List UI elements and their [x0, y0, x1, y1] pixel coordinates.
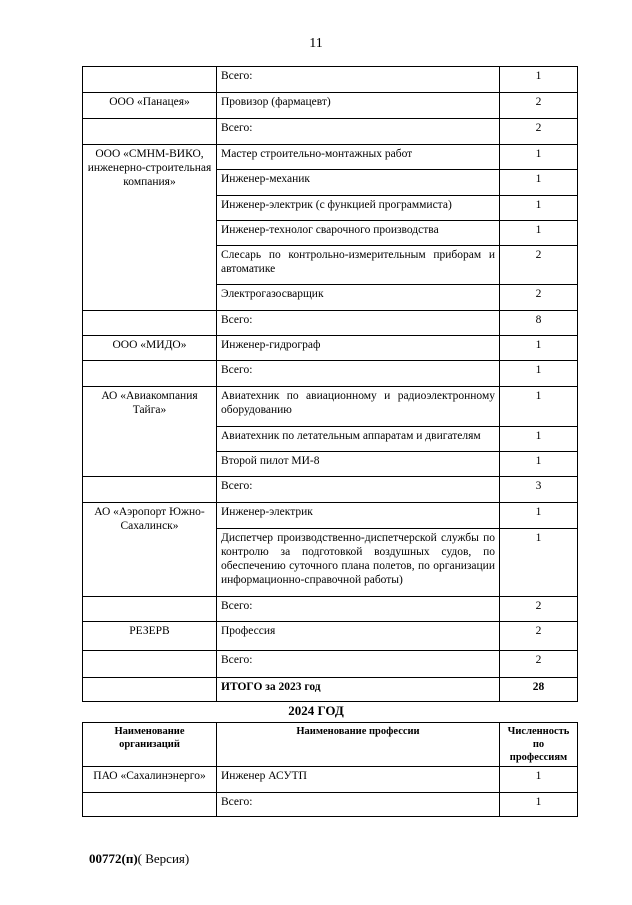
table-row — [83, 93, 578, 119]
count-cell: 2 — [500, 285, 578, 311]
org-cell: АО «Авиакомпания Тайга» — [83, 387, 217, 477]
table-row — [83, 503, 578, 529]
count-cell: 1 — [500, 793, 578, 817]
profession-cell: Авиатехник по летательным аппаратам и двигателям — [217, 427, 500, 452]
profession-cell: Инженер-гидрограф — [217, 336, 500, 361]
table-row — [83, 145, 578, 170]
document-code — [89, 851, 189, 867]
header-count: Численность по профессиям — [500, 723, 578, 767]
org-cell — [83, 793, 217, 817]
count-cell: 2 — [500, 651, 578, 678]
profession-cell: Всего: — [217, 311, 500, 336]
page-number: 11 — [309, 36, 323, 51]
profession-cell: Мастер строительно-монтажных работ — [217, 145, 500, 170]
profession-cell: Второй пилот МИ-8 — [217, 452, 500, 477]
count-cell: 1 — [500, 196, 578, 221]
profession-cell: Всего: — [217, 361, 500, 387]
count-cell: 2 — [500, 119, 578, 145]
count-cell: 1 — [500, 427, 578, 452]
count-cell: 1 — [500, 529, 578, 597]
profession-cell: Инженер-электрик — [217, 503, 500, 529]
profession-cell: Профессия — [217, 622, 500, 651]
total-empty-cell — [83, 678, 217, 702]
document-version: ( Версия) — [137, 851, 190, 866]
header-profession: Наименование профессии — [217, 723, 500, 767]
count-cell: 1 — [500, 503, 578, 529]
org-cell — [83, 597, 217, 622]
table-row — [83, 597, 578, 622]
org-cell — [83, 311, 217, 336]
org-cell: АО «Аэропорт Южно-Сахалинск» — [83, 503, 217, 597]
total-row — [83, 678, 578, 702]
profession-cell: Инженер АСУТП — [217, 767, 500, 793]
table-header-row — [83, 723, 578, 767]
profession-cell: Инженер-технолог сварочного производства — [217, 221, 500, 246]
org-cell — [83, 651, 217, 678]
table-row — [83, 361, 578, 387]
count-cell: 1 — [500, 452, 578, 477]
count-cell: 1 — [500, 145, 578, 170]
org-cell — [83, 119, 217, 145]
count-cell: 2 — [500, 93, 578, 119]
profession-cell: Инженер-механик — [217, 170, 500, 196]
profession-cell: Диспетчер производственно-диспетчерской службы по контролю за подготовкой воздушных судов, по обеспечению суточного плана полетов, по организации информационно-справочной работы) — [217, 529, 500, 597]
profession-cell: Слесарь по контрольно-измерительным приборам и автоматике — [217, 246, 500, 285]
org-cell: РЕЗЕРВ — [83, 622, 217, 651]
org-cell: ПАО «Сахалинэнерго» — [83, 767, 217, 793]
profession-cell: Всего: — [217, 793, 500, 817]
document-code-number: 00772(п) — [89, 851, 138, 866]
org-cell: ООО «СМНМ-ВИКО, инженерно-строительная компания» — [83, 145, 217, 311]
count-cell: 2 — [500, 622, 578, 651]
profession-cell: Провизор (фармацевт) — [217, 93, 500, 119]
org-cell — [83, 477, 217, 503]
count-cell: 1 — [500, 170, 578, 196]
profession-cell: Всего: — [217, 651, 500, 678]
profession-cell: Всего: — [217, 67, 500, 93]
table-row — [83, 651, 578, 678]
profession-cell: Инженер-электрик (с функцией программиста) — [217, 196, 500, 221]
table-row — [83, 622, 578, 651]
count-cell: 1 — [500, 221, 578, 246]
year-heading-2024: 2024 ГОД — [288, 703, 344, 718]
profession-cell: Всего: — [217, 597, 500, 622]
count-cell: 2 — [500, 246, 578, 285]
org-cell: ООО «Панацея» — [83, 93, 217, 119]
staffing-table-2023 — [82, 66, 578, 702]
org-cell — [83, 361, 217, 387]
count-cell: 2 — [500, 597, 578, 622]
table-row — [83, 387, 578, 427]
count-cell: 1 — [500, 767, 578, 793]
table-row — [83, 311, 578, 336]
count-cell: 8 — [500, 311, 578, 336]
table-row — [83, 119, 578, 145]
table-row — [83, 336, 578, 361]
count-cell: 3 — [500, 477, 578, 503]
profession-cell: Авиатехник по авиационному и радиоэлектронному оборудованию — [217, 387, 500, 427]
table-row — [83, 477, 578, 503]
count-cell: 1 — [500, 361, 578, 387]
profession-cell: Электрогазосварщик — [217, 285, 500, 311]
profession-cell: Всего: — [217, 477, 500, 503]
header-org: Наименование организаций — [83, 723, 217, 767]
table-row — [83, 67, 578, 93]
staffing-table-2024 — [82, 722, 578, 817]
profession-cell: Всего: — [217, 119, 500, 145]
table-row — [83, 767, 578, 793]
count-cell: 1 — [500, 336, 578, 361]
table-row — [83, 793, 578, 817]
total-value: 28 — [500, 678, 578, 702]
count-cell: 1 — [500, 67, 578, 93]
org-cell: ООО «МИДО» — [83, 336, 217, 361]
count-cell: 1 — [500, 387, 578, 427]
org-cell — [83, 67, 217, 93]
total-label: ИТОГО за 2023 год — [217, 678, 500, 702]
